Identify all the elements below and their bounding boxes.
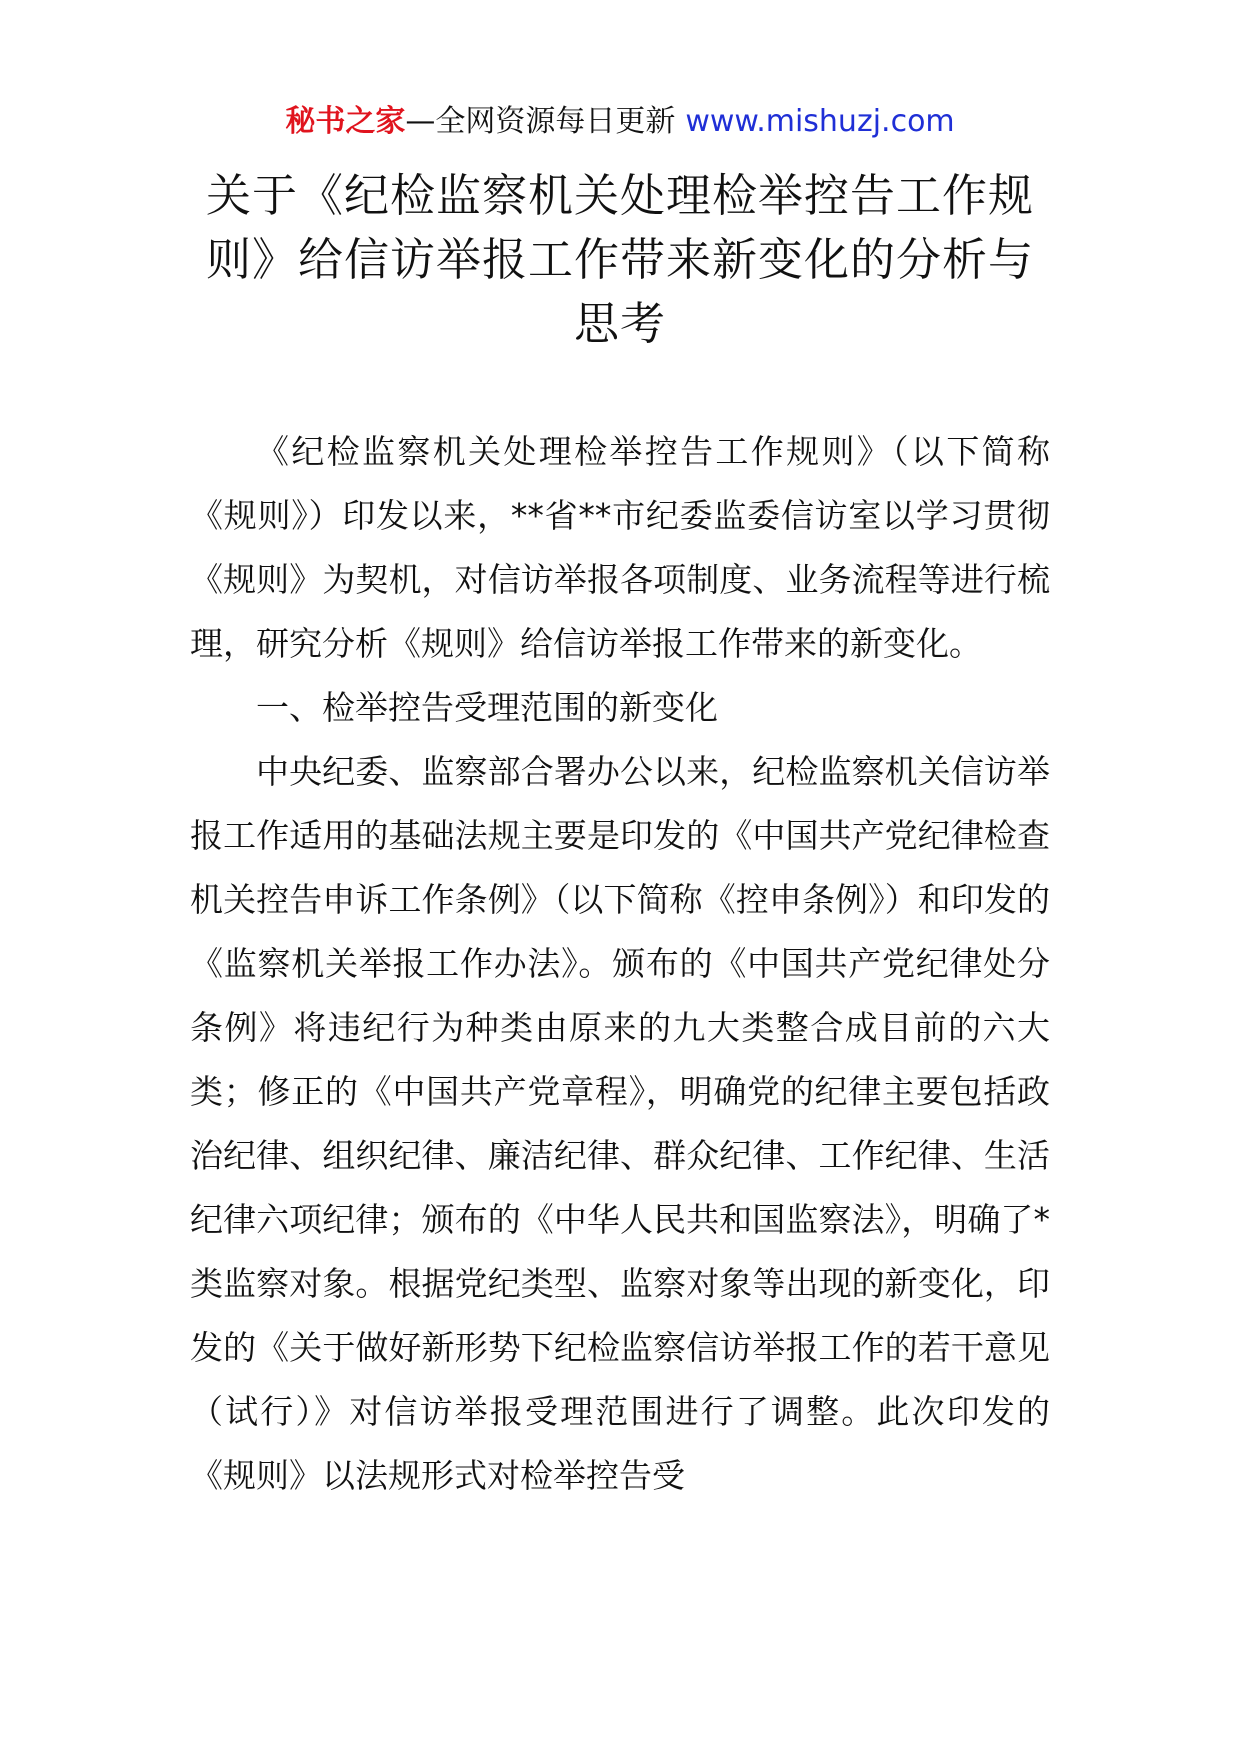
body-paragraph: 中央纪委、监察部合署办公以来，纪检监察机关信访举报工作适用的基础法规主要是印发的《中国共产党纪律检查机关控告申诉工作条例》（以下简称《控申条例》）和印发的《监察机关举报工作办法》。颁布的《中国共产党纪律处分条例》将违纪行为种类由原来的九大类整合成目前的六大类；修正的《中国共产党章程》，明确党的纪律主要包括政治纪律、组织纪律、廉洁纪律、群众纪律、工作纪律、生活纪律六项纪律；颁布的《中华人民共和国监察法》，明确了*类监察对象。根据党纪类型、监察对象等出现的新变化，印发的《关于做好新形势下纪检监察信访举报工作的若干意见（试行）》对信访举报受理范围进行了调整。此次印发的《规则》以法规形式对检举控告受 [190, 752, 1050, 1495]
header-dash: — [405, 104, 436, 139]
site-url: www.mishuzj.com [685, 104, 955, 139]
section-heading: 一、检举控告受理范围的新变化 [256, 688, 718, 727]
document-body [190, 420, 1050, 1508]
intro-paragraph: 《纪检监察机关处理检举控告工作规则》（以下简称《规则》）印发以来，**省**市纪委监委信访室以学习贯彻《规则》为契机，对信访举报各项制度、业务流程等进行梳理，研究分析《规则》给信访举报工作带来的新变化。 [190, 432, 1050, 663]
document-title: 关于《纪检监察机关处理检举控告工作规则》给信访举报工作带来新变化的分析与思考 [205, 169, 1034, 350]
brand-name: 秘书之家 [285, 104, 406, 139]
header-tagline: 全网资源每日更新 [435, 104, 676, 139]
site-header [0, 100, 1240, 144]
